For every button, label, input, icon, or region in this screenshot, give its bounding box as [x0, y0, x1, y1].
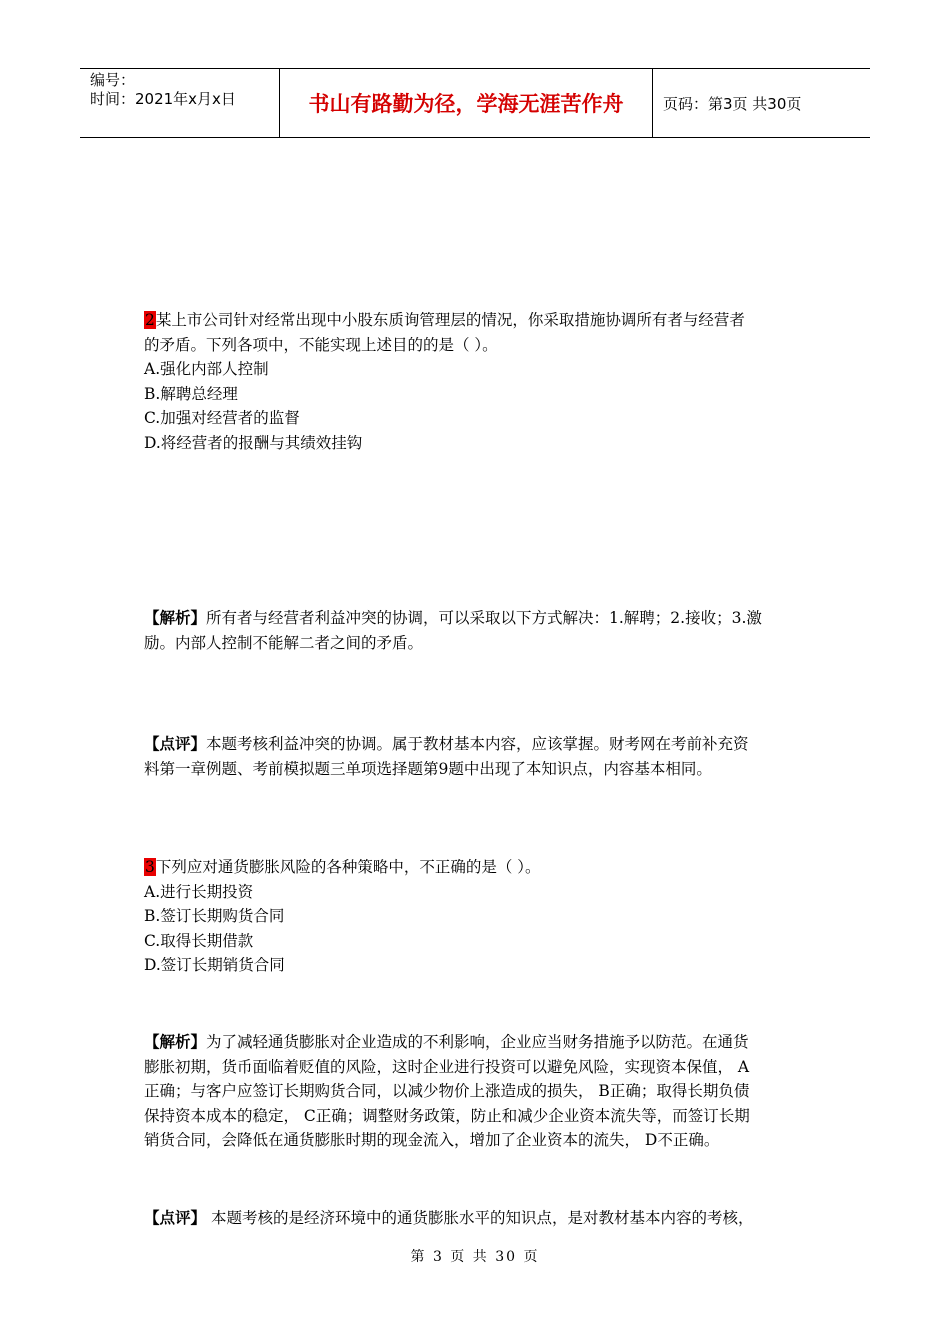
stem-line: 的矛盾。下列各项中，不能实现上述目的的是（ ）。 — [144, 335, 498, 354]
question-2-stem — [144, 308, 808, 333]
analysis-text: 保持资本成本的稳定， C正确；调整财务政策，防止和减少企业资本流失等，而签订长期 — [144, 1106, 750, 1125]
option-c: C.加强对经营者的监督 — [144, 409, 300, 427]
time-label: 时间：2021年x月x日 — [90, 90, 236, 108]
stem-line: 某上市公司针对经常出现中小股东质询管理层的情况，你采取措施协调所有者与经营者 — [155, 311, 745, 329]
option-a: A.强化内部人控制 — [144, 360, 269, 378]
question-3-stem — [144, 855, 808, 880]
comment-text: 本题考核利益冲突的协调。属于教材基本内容，应该掌握。财考网在考前补充资 — [206, 735, 749, 753]
comment-text: 本题考核的是经济环境中的通货膨胀水平的知识点，是对教材基本内容的考核， — [206, 1209, 754, 1227]
question-2-analysis — [144, 606, 808, 655]
analysis-tag: 【解析】 — [144, 1032, 207, 1051]
header-page-info: 页码：第3页 共30页 — [663, 94, 802, 113]
page-footer: 第 3 页 共 30 页 — [410, 1249, 540, 1265]
option-b: B.解聘总经理 — [144, 384, 238, 403]
analysis-text: 销货合同，会降低在通货膨胀时期的现金流入，增加了企业资本的流失， D不正确。 — [144, 1131, 720, 1149]
number-label: 编号： — [90, 71, 136, 89]
comment-tag: 【点评】 — [144, 1208, 207, 1227]
question-3-comment — [144, 1206, 808, 1231]
analysis-text: 励。内部人控制不能解二者之间的矛盾。 — [144, 633, 424, 652]
option-d: D.签订长期销货合同 — [144, 956, 285, 974]
header-meta — [80, 69, 280, 137]
question-3 — [144, 855, 808, 978]
question-number: 2 — [145, 311, 155, 329]
comment-text: 料第一章例题、考前模拟题三单项选择题第9题中出现了本知识点，内容基本相同。 — [144, 759, 712, 778]
analysis-text: 所有者与经营者利益冲突的协调，可以采取以下方式解决：1.解聘；2.接收；3.激 — [206, 609, 762, 627]
question-2-comment — [144, 732, 808, 781]
stem-line: 下列应对通货膨胀风险的各种策略中，不正确的是（ ）。 — [155, 858, 541, 876]
analysis-text: 为了减轻通货膨胀对企业造成的不利影响，企业应当财务措施予以防范。在通货 — [206, 1033, 749, 1051]
analysis-text: 膨胀初期，货币面临着贬值的风险，这时企业进行投资可以避免风险，实现资本保值， A — [144, 1057, 750, 1076]
option-c: C.取得长期借款 — [144, 931, 254, 950]
option-d: D.将经营者的报酬与其绩效挂钩 — [144, 433, 363, 452]
option-a: A.进行长期投资 — [144, 882, 254, 901]
option-b: B.签订长期购货合同 — [144, 907, 285, 925]
comment-tag: 【点评】 — [144, 734, 207, 753]
header-motto: 书山有路勤为径，学海无涯苦作舟 — [280, 69, 653, 137]
document-header — [80, 68, 870, 138]
question-2 — [144, 308, 808, 455]
question-3-analysis — [144, 1030, 808, 1153]
analysis-text: 正确；与客户应签订长期购货合同，以减少物价上涨造成的损失， B正确；取得长期负债 — [144, 1082, 750, 1100]
analysis-tag: 【解析】 — [144, 608, 207, 627]
question-number: 3 — [145, 858, 155, 876]
